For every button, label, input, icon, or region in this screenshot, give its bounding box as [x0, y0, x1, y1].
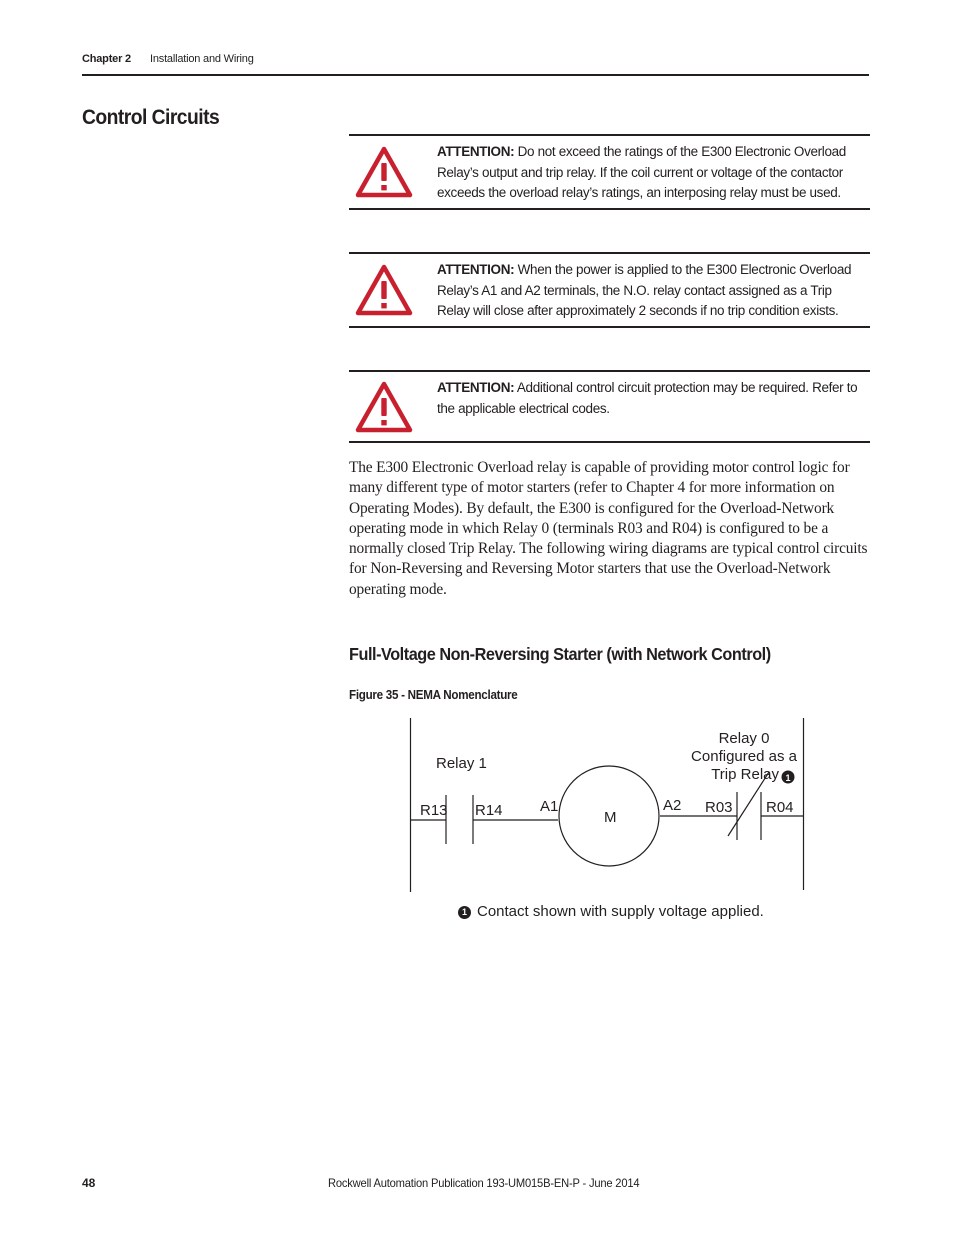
- attention-label: ATTENTION:: [437, 380, 515, 395]
- figure-footnote: [458, 903, 764, 920]
- warning-triangle-icon: [355, 381, 413, 433]
- relay0-label: Configured as a: [691, 748, 797, 765]
- terminal-r13: R13: [420, 802, 448, 819]
- section-title: Control Circuits: [82, 106, 220, 129]
- note-marker-icon: 1: [458, 906, 471, 919]
- motor-label: M: [604, 809, 617, 826]
- attention-label: ATTENTION:: [437, 262, 515, 277]
- attention-box: [349, 252, 870, 328]
- attention-text: [437, 142, 865, 204]
- warning-triangle-icon: [355, 146, 413, 198]
- terminal-r14: R14: [475, 802, 503, 819]
- attention-box: [349, 134, 870, 210]
- terminal-a1: A1: [540, 798, 559, 815]
- header-rule: [82, 74, 869, 76]
- header-section: Installation and Wiring: [150, 53, 254, 65]
- header-chapter: Chapter 2: [82, 53, 131, 65]
- warning-triangle-icon: [355, 264, 413, 316]
- relay1-label: Relay 1: [436, 755, 487, 772]
- relay0-label: Relay 0: [718, 730, 770, 747]
- terminal-r04: R04: [766, 799, 794, 816]
- terminal-a2: A2: [663, 797, 682, 814]
- note-marker-number: 1: [785, 773, 791, 783]
- body-paragraph: The E300 Electronic Overload relay is capable of providing motor control logic for many different type of motor starters (refer to Chapter 4 for more information on Operating Modes). By default, the E300 is configured for the Overload-Network operating mode in which Relay 0 (terminals R03 and R04) is configured to be a normally closed Trip Relay. The following wiring diagrams are typical control circuits for Non-Reversing and Reversing Motor starters that use the Overload-Network operating mode.: [349, 459, 868, 598]
- footnote-text: Contact shown with supply voltage applied.: [477, 903, 764, 920]
- attention-text: [437, 260, 865, 322]
- publication-footer: Rockwell Automation Publication 193-UM015B-EN-P - June 2014: [328, 1176, 640, 1190]
- subheading: Full-Voltage Non-Reversing Starter (with Network Control): [349, 644, 771, 664]
- attention-body: When the power is applied to the E300 Electronic Overload Relay’s A1 and A2 terminals, the N.O. relay contact assigned as a Trip Relay will close after approximately 2 seconds if no trip condition exists.: [437, 262, 852, 318]
- attention-body: Do not exceed the ratings of the E300 Electronic Overload Relay’s output and trip relay. If the coil current or voltage of the contactor exceeds the overload relay’s ratings, an interposing relay must be used.: [437, 144, 846, 200]
- wiring-diagram: [400, 712, 820, 932]
- attention-body: Additional control circuit protection may be required. Refer to the applicable electrical codes.: [437, 380, 858, 416]
- terminal-r03: R03: [705, 799, 733, 816]
- attention-label: ATTENTION:: [437, 144, 515, 159]
- page-number: 48: [82, 1176, 96, 1190]
- figure-caption: Figure 35 - NEMA Nomenclature: [349, 688, 518, 702]
- attention-box: [349, 370, 870, 443]
- attention-text: [437, 378, 865, 419]
- relay0-label: Trip Relay: [711, 766, 779, 783]
